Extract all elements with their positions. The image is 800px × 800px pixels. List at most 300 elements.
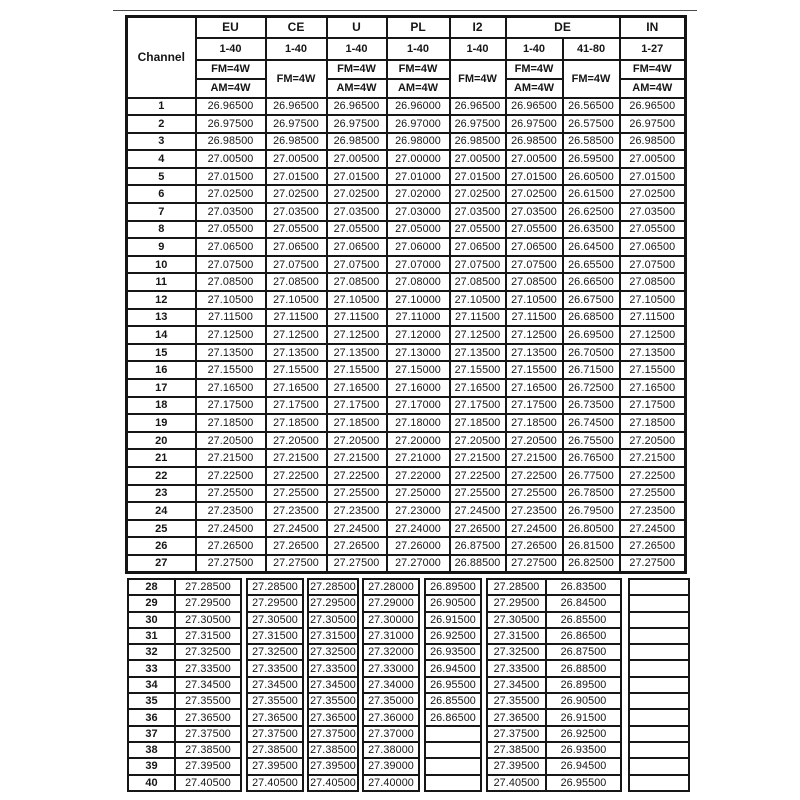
channel-range-header: 1-40 [266,38,327,60]
freq-cell: 27.32500 [487,644,546,660]
freq-cell: 26.82500 [563,555,620,573]
freq-cell: 26.62500 [563,203,620,221]
freq-cell: 27.02500 [196,185,266,203]
freq-cell: 27.38500 [487,742,546,758]
column-gap [621,775,629,791]
freq-cell: 27.01000 [387,168,450,186]
table-row [128,726,689,742]
channel-cell: 7 [127,203,196,221]
header-range-row [127,38,686,60]
freq-cell: 27.05500 [450,221,506,239]
am-power-header: AM=4W [506,79,563,98]
channel-cell: 8 [127,221,196,239]
freq-cell [629,775,689,791]
freq-cell: 26.80500 [563,520,620,538]
freq-cell: 27.34500 [247,677,303,693]
freq-cell [629,677,689,693]
freq-cell: 26.98500 [327,133,387,151]
freq-cell: 27.06500 [196,238,266,256]
freq-cell: 27.26000 [387,537,450,555]
freq-cell: 26.97500 [620,115,686,133]
freq-cell: 26.97500 [196,115,266,133]
freq-cell: 27.02500 [450,185,506,203]
freq-cell: 27.37500 [308,726,358,742]
main-table-body [127,17,686,573]
freq-cell: 27.32500 [247,644,303,660]
freq-cell: 26.96500 [506,98,563,116]
table-row [128,644,689,660]
freq-cell: 27.01500 [266,168,327,186]
table-row [128,677,689,693]
freq-cell: 27.22500 [450,467,506,485]
freq-cell: 27.30500 [487,612,546,628]
extended-table-body [128,579,689,791]
table-row [127,115,686,133]
freq-cell: 27.24500 [266,520,327,538]
extended-frequency-table [127,578,690,792]
channel-cell: 11 [127,273,196,291]
freq-cell: 27.07500 [450,256,506,274]
freq-cell: 27.01500 [327,168,387,186]
freq-cell: 27.35500 [247,693,303,709]
channel-cell: 6 [127,185,196,203]
channel-cell: 37 [128,726,175,742]
freq-cell: 27.01500 [506,168,563,186]
freq-cell: 27.00500 [266,150,327,168]
freq-cell: 26.87500 [546,644,621,660]
freq-cell: 27.31500 [308,628,358,644]
freq-cell: 27.27500 [506,555,563,573]
freq-cell: 27.10500 [620,291,686,309]
freq-cell: 27.20500 [506,432,563,450]
table-row [127,203,686,221]
freq-cell: 27.21500 [450,449,506,467]
channel-cell: 29 [128,595,175,611]
channel-header: Channel [127,17,196,98]
freq-cell: 27.07500 [266,256,327,274]
freq-cell: 27.20000 [387,432,450,450]
freq-cell: 26.75500 [563,432,620,450]
freq-cell: 26.60500 [563,168,620,186]
freq-cell: 27.08500 [266,273,327,291]
channel-cell: 1 [127,98,196,116]
freq-cell: 27.20500 [450,432,506,450]
freq-cell: 27.36500 [487,709,546,725]
freq-cell: 27.36500 [175,709,241,725]
freq-cell: 27.29500 [308,595,358,611]
header-region-row [127,17,686,38]
freq-cell: 27.40500 [308,775,358,791]
freq-cell: 27.34500 [175,677,241,693]
freq-cell: 27.24500 [327,520,387,538]
freq-cell: 27.21500 [327,449,387,467]
channel-cell: 40 [128,775,175,791]
freq-cell: 27.03500 [196,203,266,221]
freq-cell: 27.26500 [327,537,387,555]
freq-cell: 26.65500 [563,256,620,274]
table-row [127,256,686,274]
freq-cell: 26.97500 [266,115,327,133]
freq-cell: 26.74500 [563,414,620,432]
freq-cell: 27.25500 [506,485,563,503]
freq-cell: 26.79500 [563,502,620,520]
channel-cell: 26 [127,537,196,555]
freq-cell: 27.16000 [387,379,450,397]
freq-cell: 27.18500 [327,414,387,432]
channel-cell: 19 [127,414,196,432]
freq-cell: 26.57500 [563,115,620,133]
table-row [127,150,686,168]
freq-cell: 27.06500 [327,238,387,256]
column-gap [621,595,629,611]
table-row [127,326,686,344]
freq-cell: 27.00000 [387,150,450,168]
freq-cell: 27.33000 [363,660,419,676]
channel-range-header: 1-40 [506,38,563,60]
freq-cell: 27.20500 [266,432,327,450]
freq-cell: 27.20500 [196,432,266,450]
column-gap [621,726,629,742]
freq-cell: 26.96000 [387,98,450,116]
freq-cell: 27.08500 [620,273,686,291]
freq-cell: 27.12000 [387,326,450,344]
freq-cell: 27.37500 [247,726,303,742]
freq-cell: 26.64500 [563,238,620,256]
region-header-u-2: U [327,17,387,38]
freq-cell: 26.90500 [425,595,481,611]
channel-range-header: 1-27 [620,38,686,60]
freq-cell [629,644,689,660]
freq-cell: 27.00500 [450,150,506,168]
column-gap [621,693,629,709]
freq-cell: 27.39500 [247,758,303,774]
freq-cell: 27.26500 [450,520,506,538]
fm-power-header: FM=4W [327,60,387,79]
freq-cell: 27.28500 [308,579,358,595]
freq-cell: 27.40000 [363,775,419,791]
freq-cell: 27.12500 [327,326,387,344]
freq-cell [629,579,689,595]
freq-cell: 27.21500 [266,449,327,467]
freq-cell: 26.98500 [196,133,266,151]
freq-cell: 27.23500 [266,502,327,520]
table-row [127,555,686,573]
freq-cell: 27.18000 [387,414,450,432]
freq-cell: 27.27500 [327,555,387,573]
freq-cell: 27.36500 [247,709,303,725]
freq-cell: 26.92500 [425,628,481,644]
table-row [127,397,686,415]
freq-cell: 27.10500 [450,291,506,309]
freq-cell: 27.11500 [327,309,387,327]
freq-cell: 27.06500 [620,238,686,256]
freq-cell: 27.17500 [196,397,266,415]
channel-cell: 10 [127,256,196,274]
fm-power-header: FM=4W [506,60,563,79]
table-row [127,485,686,503]
freq-cell: 27.40500 [247,775,303,791]
freq-cell: 27.39500 [175,758,241,774]
freq-cell: 27.08500 [196,273,266,291]
table-row [128,742,689,758]
freq-cell: 27.17500 [327,397,387,415]
freq-cell [425,758,481,774]
table-row [127,273,686,291]
freq-cell: 27.16500 [196,379,266,397]
freq-cell: 27.34500 [308,677,358,693]
channel-cell: 39 [128,758,175,774]
freq-cell: 26.56500 [563,98,620,116]
table-row [128,693,689,709]
freq-cell: 27.13500 [327,344,387,362]
freq-cell: 26.63500 [563,221,620,239]
table-row [127,309,686,327]
freq-cell: 27.22500 [327,467,387,485]
freq-cell: 26.86500 [546,628,621,644]
freq-cell: 27.00500 [620,150,686,168]
freq-cell: 27.07500 [196,256,266,274]
freq-cell: 27.36000 [363,709,419,725]
freq-cell: 26.98500 [506,133,563,151]
table-row [127,537,686,555]
freq-cell: 27.16500 [620,379,686,397]
freq-cell: 27.35500 [487,693,546,709]
region-header-i2-4: I2 [450,17,506,38]
freq-cell: 27.31000 [363,628,419,644]
column-gap [621,644,629,660]
freq-cell: 27.00500 [327,150,387,168]
freq-cell: 26.92500 [546,726,621,742]
channel-cell: 18 [127,397,196,415]
freq-cell [629,612,689,628]
channel-cell: 25 [127,520,196,538]
freq-cell: 27.30000 [363,612,419,628]
region-header-in-6: IN [620,17,686,38]
freq-cell: 27.22500 [620,467,686,485]
freq-cell: 27.01500 [450,168,506,186]
freq-cell: 27.11500 [450,309,506,327]
table-row [128,709,689,725]
freq-cell: 27.08500 [450,273,506,291]
freq-cell: 27.25500 [327,485,387,503]
table-row [128,595,689,611]
freq-cell: 27.12500 [506,326,563,344]
freq-cell: 27.20500 [620,432,686,450]
freq-cell: 27.10500 [506,291,563,309]
freq-cell: 27.02000 [387,185,450,203]
channel-cell: 38 [128,742,175,758]
freq-cell: 27.15500 [266,361,327,379]
am-power-header: AM=4W [196,79,266,98]
freq-cell: 27.26500 [506,537,563,555]
freq-cell: 27.28500 [175,579,241,595]
freq-cell: 27.12500 [196,326,266,344]
freq-cell: 27.30500 [247,612,303,628]
freq-cell: 27.07500 [327,256,387,274]
freq-cell: 27.03500 [620,203,686,221]
column-gap [621,677,629,693]
freq-cell: 27.34500 [487,677,546,693]
freq-cell: 27.38500 [247,742,303,758]
freq-cell [629,693,689,709]
freq-cell: 27.28000 [363,579,419,595]
freq-cell: 27.13500 [506,344,563,362]
freq-cell: 27.29500 [175,595,241,611]
freq-cell: 27.05500 [196,221,266,239]
table-row [127,467,686,485]
freq-cell: 27.21500 [196,449,266,467]
freq-cell: 26.72500 [563,379,620,397]
region-header-ce-1: CE [266,17,327,38]
region-header-de-5: DE [506,17,620,38]
freq-cell: 27.27500 [196,555,266,573]
channel-cell: 22 [127,467,196,485]
table-row [127,185,686,203]
freq-cell: 27.36500 [308,709,358,725]
freq-cell: 26.95500 [425,677,481,693]
freq-cell: 27.10000 [387,291,450,309]
freq-cell: 27.20500 [327,432,387,450]
channel-cell: 5 [127,168,196,186]
freq-cell: 26.81500 [563,537,620,555]
table-row [127,291,686,309]
fm-power-header: FM=4W [620,60,686,79]
channel-cell: 28 [128,579,175,595]
freq-cell: 27.03500 [506,203,563,221]
channel-cell: 31 [128,628,175,644]
channel-range-header: 1-40 [450,38,506,60]
column-gap [621,628,629,644]
freq-cell: 26.97500 [506,115,563,133]
freq-cell: 27.08500 [506,273,563,291]
freq-cell: 26.87500 [450,537,506,555]
freq-cell: 27.33500 [487,660,546,676]
channel-cell: 23 [127,485,196,503]
freq-cell: 26.93500 [425,644,481,660]
freq-cell: 27.30500 [308,612,358,628]
freq-cell [425,742,481,758]
freq-cell: 27.13500 [620,344,686,362]
freq-cell: 27.23000 [387,502,450,520]
freq-cell: 27.24500 [196,520,266,538]
freq-cell: 27.29000 [363,595,419,611]
channel-cell: 13 [127,309,196,327]
freq-cell: 26.66500 [563,273,620,291]
table-row [127,520,686,538]
freq-cell: 27.06000 [387,238,450,256]
freq-cell: 27.33500 [247,660,303,676]
channel-range-header: 1-40 [196,38,266,60]
freq-cell: 27.25500 [620,485,686,503]
fm-power-header: FM=4W [450,60,506,98]
freq-cell: 26.96500 [327,98,387,116]
freq-cell: 27.23500 [196,502,266,520]
freq-cell [629,709,689,725]
freq-cell: 27.10500 [196,291,266,309]
freq-cell: 27.35000 [363,693,419,709]
freq-cell: 27.11500 [620,309,686,327]
table-row [127,221,686,239]
freq-cell: 26.68500 [563,309,620,327]
table-row [127,344,686,362]
channel-cell: 20 [127,432,196,450]
freq-cell: 27.18500 [266,414,327,432]
fm-power-header: FM=4W [563,60,620,98]
channel-cell: 33 [128,660,175,676]
freq-cell: 27.12500 [620,326,686,344]
freq-cell: 27.33500 [308,660,358,676]
freq-cell: 26.94500 [425,660,481,676]
freq-cell: 27.32500 [175,644,241,660]
freq-cell: 27.16500 [506,379,563,397]
freq-cell: 27.27000 [387,555,450,573]
fm-power-header: FM=4W [387,60,450,79]
freq-cell: 27.02500 [327,185,387,203]
freq-cell: 27.15500 [327,361,387,379]
freq-cell: 27.01500 [620,168,686,186]
freq-cell: 27.35500 [308,693,358,709]
freq-cell: 26.97500 [327,115,387,133]
freq-cell: 26.61500 [563,185,620,203]
freq-cell: 26.84500 [546,595,621,611]
freq-cell: 26.94500 [546,758,621,774]
freq-cell: 27.12500 [450,326,506,344]
header-fm-power-row [127,60,686,79]
freq-cell: 26.93500 [546,742,621,758]
am-power-header: AM=4W [620,79,686,98]
freq-cell: 27.24500 [450,502,506,520]
freq-cell: 27.39500 [487,758,546,774]
column-gap [621,709,629,725]
freq-cell: 27.06500 [266,238,327,256]
freq-cell: 27.39500 [308,758,358,774]
table-row [128,758,689,774]
freq-cell: 27.16500 [450,379,506,397]
freq-cell: 27.17500 [620,397,686,415]
freq-cell: 27.38500 [175,742,241,758]
freq-cell: 27.13500 [196,344,266,362]
freq-cell: 27.31500 [247,628,303,644]
freq-cell: 26.88500 [546,660,621,676]
freq-cell: 27.15500 [450,361,506,379]
region-header-pl-3: PL [387,17,450,38]
freq-cell: 27.24000 [387,520,450,538]
freq-cell: 26.85500 [425,693,481,709]
freq-cell: 27.40500 [175,775,241,791]
freq-cell: 26.96500 [450,98,506,116]
freq-cell: 27.26500 [266,537,327,555]
freq-cell: 27.26500 [620,537,686,555]
freq-cell: 26.85500 [546,612,621,628]
freq-cell: 27.29500 [487,595,546,611]
freq-cell [629,628,689,644]
freq-cell: 27.25500 [266,485,327,503]
freq-cell: 27.24500 [506,520,563,538]
freq-cell: 27.10500 [327,291,387,309]
freq-cell: 27.23500 [620,502,686,520]
freq-cell [629,742,689,758]
channel-cell: 32 [128,644,175,660]
freq-cell: 26.86500 [425,709,481,725]
freq-cell: 26.98500 [620,133,686,151]
freq-cell: 27.18500 [450,414,506,432]
freq-cell: 26.88500 [450,555,506,573]
table-row [128,660,689,676]
table-row [127,361,686,379]
freq-cell: 26.98500 [266,133,327,151]
freq-cell: 27.08500 [327,273,387,291]
channel-cell: 27 [127,555,196,573]
